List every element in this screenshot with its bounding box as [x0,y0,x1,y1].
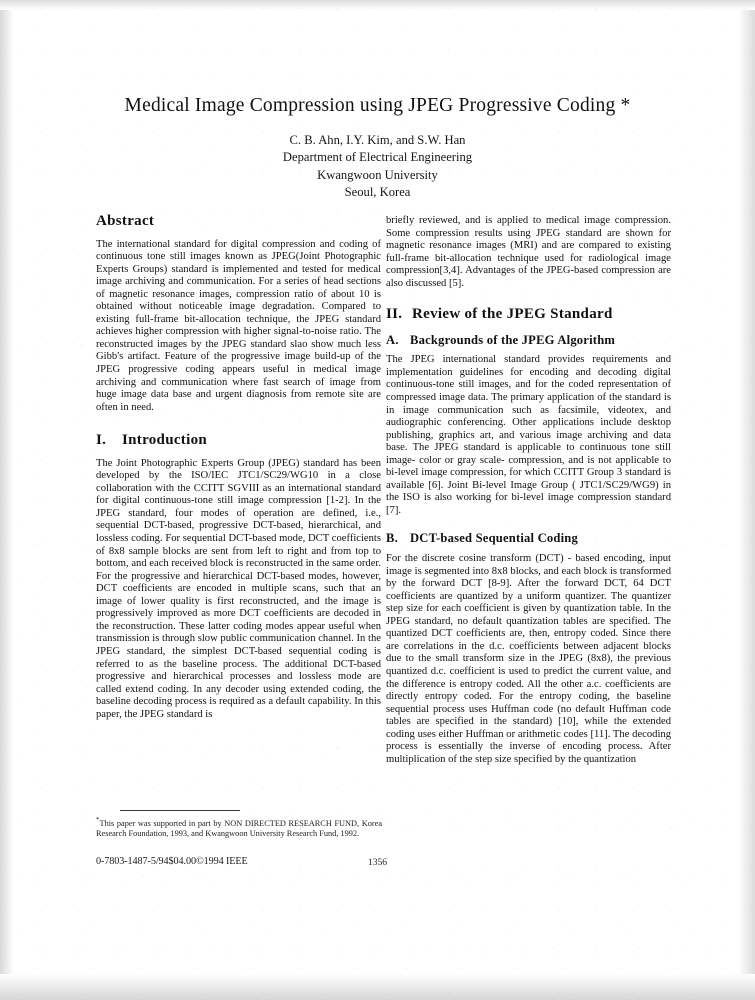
author-department: Department of Electrical Engineering [282,150,473,165]
footnote [96,815,382,840]
introduction-heading [96,434,381,447]
footnote-marker: * [96,816,100,824]
page-title: Medical Image Compression using JPEG Progressive Coding * [124,95,631,116]
section-two-title: Review of the JPEG Standard [412,306,613,323]
author-names: C. B. Ahn, I.Y. Kim, and S.W. Han [289,133,466,147]
footnote-text: This paper was supported in part by NON DIRECTED RESEARCH FUND, Korea Research Foundation, 1993, and Kwangwoon University Research Fund, 1992. [96,818,382,839]
author-university: Kwangwoon University [317,167,438,182]
isbn-copyright-line: 0-7803-1487-5/94$04.00©1994 IEEE [96,856,248,867]
scan-edge-left [0,0,14,1000]
author-block [60,132,695,202]
subsection-a-number: A. [386,332,399,347]
subsection-b-title: DCT-based Sequential Coding [410,531,578,546]
subsection-b-body: For the discrete cosine transform (DCT) - based encoding, input image is segmented into 8x8 blocks, and each block is transformed by the forward DCT [8-9]. After the forward DCT, 64 DCT coefficients are quantized by a uniform quantizer. The quantizer step size for each coefficient is given by quantization table. In the JPEG standard, no default quantization tables are specified. The quantized DCT coefficients are, then, entropy coded. Since there are correlations in the d.c. coefficients between adjacent blocks due to the small transform size in the JPEG (8x8), the previous quantized d.c. coefficient is used to predict the current value, and the difference is entropy coded. All the other a.c. coefficients are directly entropy coded. For the entropy coding, the baseline sequential process uses Huffman code (no default Huffman code tables are specified in the standard) [10], while the extended coding uses either Huffman or arithmetic codes [11]. The decoding process is essentially the inverse of encoding process. After multiplication of the step size specified by the quantization [386,553,671,765]
scan-edge-top [0,0,755,10]
subsection-a-title: Backgrounds of the JPEG Algorithm [410,332,616,347]
subsection-b-number: B. [386,531,398,546]
introduction-number: I. [96,432,107,449]
subsection-a-heading [386,334,671,347]
introduction-title: Introduction [122,432,208,449]
page-number: 1356 [367,857,388,868]
left-column [96,215,381,721]
author-city: Seoul, Korea [344,185,411,200]
abstract-body: The international standard for digital compression and coding of continuous tone still images known as JPEG(Joint Photographic Experts Groups) standard is implemented and tested for medical image archiving and communication. For a series of head sections of magnetic resonance images, compression ratio of about 10 is obtained without noticeable image degradation. Compared to existing full-frame bit-allocation technique, the JPEG standard achieves higher compression with higher signal-to-noise ratio. The reconstructed images by the JPEG standard slao show much less Gibb's artifact. Feature of the progressive image build-up of the JPEG progressive coding appears useful in medical image archiving and communication where fast search of image from huge image data base and urgent diagnosis from remote site are often in need. [96,238,381,413]
scan-edge-right [739,0,755,1000]
introduction-body: The Joint Photographic Experts Group (JPEG) standard has been developed by the ISO/IEC JTC1/SC29/WG10 in a close collaboration with the CCITT SGVIII as an international standard for digital continuous-tone still image compression [1-2]. In the JPEG standard, four modes of operation are defined, i.e., sequential DCT-based, progressive DCT-based, hierarchical, and lossless coding. For sequential DCT-based mode, DCT coefficients of 8x8 sample blocks are sent from left to right and from top to bottom, and each received block is reconstructed in the same order. For the progressive and hierarchical DCT-based modes, however, DCT coefficients are encoded in multiple scans, such that an image of lower quality is first reconstructed, and the image is progressively improved as more DCT coefficients are decoded in the reconstruction. These latter coding modes appear useful when transmission is through slow public communication channel. In the JPEG standard, the simplest DCT-based sequential coding is referred to as the baseline process. The additional DCT-based progressive and hierarchical processes and lossless mode are called extend coding. In any decoder using extended coding, the baseline decoding process is required as a default capability. In this paper, the JPEG standard is [96,457,381,720]
footnote-divider [120,810,240,811]
introduction-continued: briefly reviewed, and is applied to medical image compression. Some compression results using JPEG standard are shown for magnetic resonance images (MRI) and are compared to existing full-frame bit-allocation technique used for radiological image compression[3,4]. Advantages of the JPEG-based compression are also discussed [5]. [386,215,671,289]
section-two-heading [386,308,671,321]
scan-edge-bottom [0,974,755,1000]
section-spacer [96,414,381,434]
right-column [386,215,671,766]
section-two-number: II. [386,306,403,323]
subsection-b-heading [386,532,671,545]
subsection-a-body: The JPEG international standard provides requirements and implementation guidelines for encoding and decoding digital continuous-tone still images, and for the coded representation of compressed image data. The primary application of the standard is in image communication such as facsimile, videotex, and audiographic conferencing. Other applications include desktop publishing, graphics art, and various image archiving and data base. The JPEG standard is applicable to continuous tone still image- color or gray scale- compression, and is not applicable to bi-level image compression, for which CCITT Group 3 standard is available [6]. Joint Bi-level Image Group ( JTC1/SC29/WG9) in the ISO is also working for bi-level image compression standard [7]. [386,354,671,516]
abstract-heading: Abstract [96,213,155,229]
